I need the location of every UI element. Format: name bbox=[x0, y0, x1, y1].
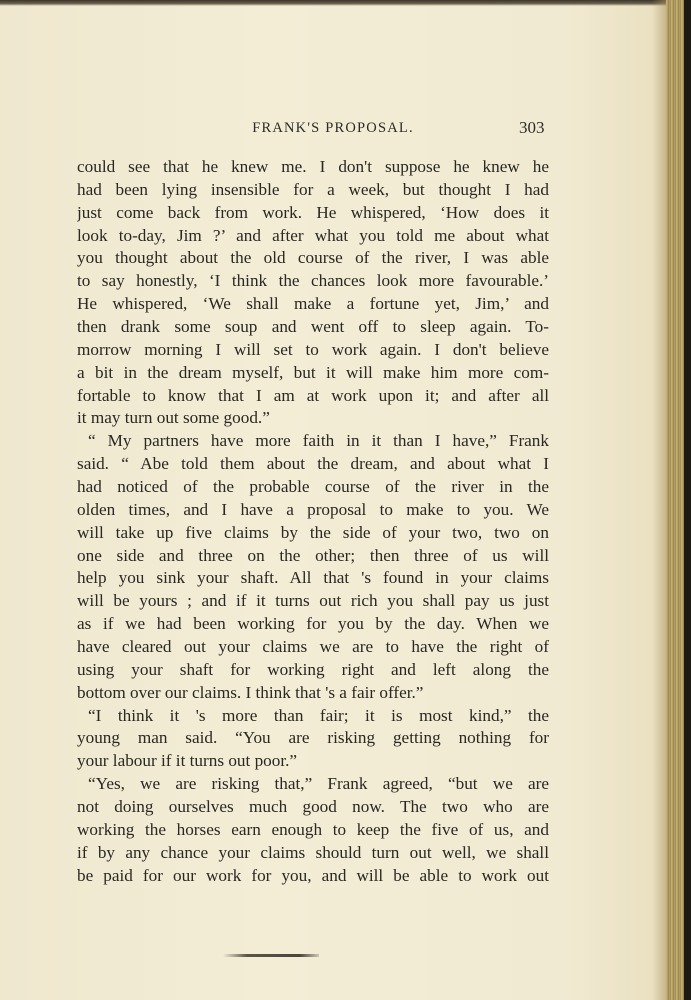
text-line: olden times, and I have a proposal to make to you. We bbox=[77, 499, 549, 519]
text-line: you thought about the old course of the river, I was able bbox=[77, 248, 549, 268]
page-number: 303 bbox=[519, 118, 545, 137]
text-line: have cleared out your claims we are to have the right of bbox=[77, 637, 549, 657]
page-bottom-rule bbox=[223, 954, 319, 957]
text-line: will take up five claims by the side of your two, two on bbox=[77, 522, 549, 542]
text-line: using your shaft for working right and left along the bbox=[77, 659, 549, 679]
text-line: bottom over our claims. I think that 's a fair offer.” bbox=[77, 682, 424, 702]
text-line: if by any chance your claims should turn out well, we shall bbox=[77, 842, 549, 862]
text-line: “Yes, we are risking that,” Frank agreed, “but we are bbox=[88, 774, 549, 794]
book-spine-shadow bbox=[684, 0, 691, 1000]
text-line: just come back from work. He whispered, ‘How does it bbox=[77, 202, 549, 222]
text-line: help you sink your shaft. All that 's found in your claims bbox=[77, 568, 549, 588]
text-line: had been lying insensible for a week, but thought I had bbox=[77, 179, 549, 199]
text-line: as if we had been working for you by the day. When we bbox=[77, 614, 549, 634]
text-line: said. “ Abe told them about the dream, and about what I bbox=[77, 454, 549, 474]
text-line: it may turn out some good.” bbox=[77, 408, 270, 428]
text-line: He whispered, ‘We shall make a fortune yet, Jim,’ and bbox=[77, 294, 549, 314]
text-line: look to-day, Jim ?’ and after what you told me about what bbox=[77, 225, 549, 245]
text-line: your labour if it turns out poor.” bbox=[77, 751, 298, 771]
text-line: will be yours ; and if it turns out rich you shall pay us just bbox=[77, 591, 549, 611]
page-top-edge bbox=[0, 0, 666, 6]
running-title: FRANK'S PROPOSAL. bbox=[252, 120, 414, 136]
page-header bbox=[0, 118, 666, 140]
text-line: could see that he knew me. I don't suppose he knew he bbox=[77, 157, 549, 176]
text-line: working the horses earn enough to keep the five of us, and bbox=[77, 819, 549, 839]
text-line: to say honestly, ‘I think the chances look more favourable.’ bbox=[77, 271, 549, 291]
text-line: had noticed of the probable course of the river in the bbox=[77, 477, 549, 497]
text-line: one side and three on the other; then three of us will bbox=[77, 545, 549, 565]
body-text bbox=[77, 156, 549, 888]
text-line: “ My partners have more faith in it than I have,” Frank bbox=[88, 431, 549, 451]
page-gutter-shadow bbox=[652, 0, 666, 1000]
text-line: a bit in the dream myself, but it will make him more com- bbox=[77, 362, 549, 382]
text-line: not doing ourselves much good now. The two who are bbox=[77, 797, 549, 817]
text-line: “I think it 's more than fair; it is most kind,” the bbox=[88, 705, 549, 725]
text-line: be paid for our work for you, and will be able to work out bbox=[77, 865, 549, 885]
text-line: morrow morning I will set to work again. I don't believe bbox=[77, 339, 549, 359]
text-line: fortable to know that I am at work upon it; and after all bbox=[77, 385, 549, 405]
text-line: then drank some soup and went off to sleep again. To- bbox=[77, 317, 549, 337]
text-line: young man said. “You are risking getting nothing for bbox=[77, 728, 549, 748]
